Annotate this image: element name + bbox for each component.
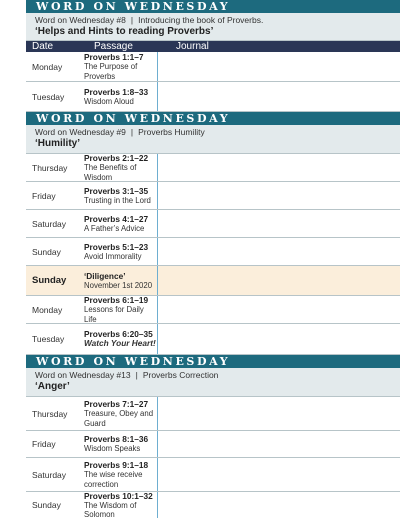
col-passage: Passage — [94, 41, 133, 52]
row-day: Sunday — [32, 275, 67, 286]
passage-title: Wisdom Aloud — [84, 96, 134, 106]
col-date: Date — [32, 41, 54, 52]
section-theme: ‘Anger’ — [35, 381, 70, 392]
journal-cell[interactable] — [158, 182, 400, 209]
passage-title: The wise receive correction — [84, 470, 143, 489]
episode-topic: Introducing the book of Proverbs. — [138, 15, 264, 25]
passage-title: Trusting in the Lord — [84, 195, 151, 205]
journal-cell[interactable] — [158, 458, 400, 491]
section-info — [26, 368, 400, 397]
passage-ref: Proverbs 7:1–27 — [84, 399, 149, 409]
row-day: Friday — [32, 190, 56, 201]
row-day: Friday — [32, 439, 56, 449]
wow-section-2 — [26, 112, 400, 355]
passage-ref: Proverbs 4:1–27 — [84, 213, 149, 224]
passage-ref: Proverbs 9:1–18 — [84, 460, 149, 470]
col-journal: Journal — [176, 41, 209, 52]
table-row — [26, 296, 400, 324]
table-row — [26, 324, 400, 355]
section-theme: ‘Helps and Hints to reading Proverbs’ — [35, 26, 214, 37]
journal-cell[interactable] — [158, 52, 400, 81]
row-day: Monday — [32, 304, 63, 315]
passage-ref: Proverbs 10:1–32 — [84, 490, 153, 501]
separator: | — [130, 15, 134, 25]
section-banner: WORD ON WEDNESDAY — [26, 112, 400, 125]
episode-topic: Proverbs Correction — [142, 370, 219, 380]
journal-cell[interactable] — [158, 397, 400, 430]
row-day: Tuesday — [32, 334, 65, 344]
passage-title: Avoid Immorality — [84, 251, 142, 261]
row-day: Monday — [32, 61, 63, 72]
passage-title: The Wisdom of Solomon — [84, 500, 137, 519]
passage-title: A Father’s Advice — [84, 223, 145, 233]
separator: | — [130, 127, 134, 137]
episode-label: Word on Wednesday #13 — [35, 370, 131, 380]
table-row-highlight — [26, 266, 400, 296]
passage-title: Watch Your Heart! — [84, 338, 156, 349]
passage-ref: Proverbs 1:8–33 — [84, 86, 149, 97]
table-row — [26, 492, 400, 518]
row-day: Saturday — [32, 469, 67, 480]
table-row — [26, 154, 400, 182]
passage-title: Lessons for Daily Life — [84, 305, 144, 324]
table-row — [26, 458, 400, 492]
journal-cell[interactable] — [158, 238, 400, 265]
passage-ref: Proverbs 8:1–36 — [84, 434, 149, 445]
table-row — [26, 52, 400, 82]
table-row — [26, 397, 400, 431]
passage-ref: Proverbs 5:1–23 — [84, 241, 149, 252]
journal-cell[interactable] — [158, 82, 400, 111]
passage-title: Treasure, Obey and Guard — [84, 409, 154, 428]
passage-title: The Purpose of Proverbs — [84, 62, 138, 81]
separator: | — [135, 370, 138, 380]
passage-title: Wisdom Speaks — [84, 444, 141, 454]
row-day: Thursday — [32, 162, 68, 173]
table-row — [26, 431, 400, 458]
passage-ref: Proverbs 6:20–35 — [84, 329, 153, 340]
sermon-date: November 1st 2020 — [84, 280, 153, 290]
sermon-title: ‘Diligence’ — [84, 270, 126, 281]
section-info — [26, 13, 400, 41]
row-day: Thursday — [32, 408, 68, 419]
table-row — [26, 210, 400, 238]
journal-cell[interactable] — [158, 492, 400, 518]
passage-ref: Proverbs 3:1–35 — [84, 185, 149, 196]
wow-section-1 — [26, 0, 400, 112]
row-day: Tuesday — [32, 91, 65, 102]
passage-ref: Proverbs 2:1–22 — [84, 153, 149, 163]
section-banner: WORD ON WEDNESDAY — [26, 355, 400, 368]
wow-section-3 — [26, 355, 400, 518]
episode-label: Word on Wednesday #8 — [35, 15, 126, 25]
journal-cell[interactable] — [158, 154, 400, 181]
column-header — [26, 41, 400, 52]
section-theme: ‘Humility’ — [35, 138, 81, 149]
section-banner: WORD ON WEDNESDAY — [26, 0, 400, 13]
section-info — [26, 125, 400, 154]
journal-cell[interactable] — [158, 210, 400, 237]
row-day: Saturday — [32, 218, 67, 229]
passage-ref: Proverbs 1:1–7 — [84, 52, 144, 62]
journal-cell[interactable] — [158, 324, 400, 354]
passage-ref: Proverbs 6:1–19 — [84, 295, 149, 305]
episode-topic: Proverbs Humility — [138, 127, 205, 137]
row-day: Sunday — [32, 500, 61, 510]
table-row — [26, 182, 400, 210]
journal-cell[interactable] — [158, 431, 400, 457]
passage-title: The Benefits of Wisdom — [84, 163, 137, 182]
journal-cell[interactable] — [158, 266, 400, 295]
table-row — [26, 238, 400, 266]
row-day: Sunday — [32, 246, 61, 257]
journal-cell[interactable] — [158, 296, 400, 323]
episode-label: Word on Wednesday #9 — [35, 127, 126, 137]
table-row — [26, 82, 400, 112]
